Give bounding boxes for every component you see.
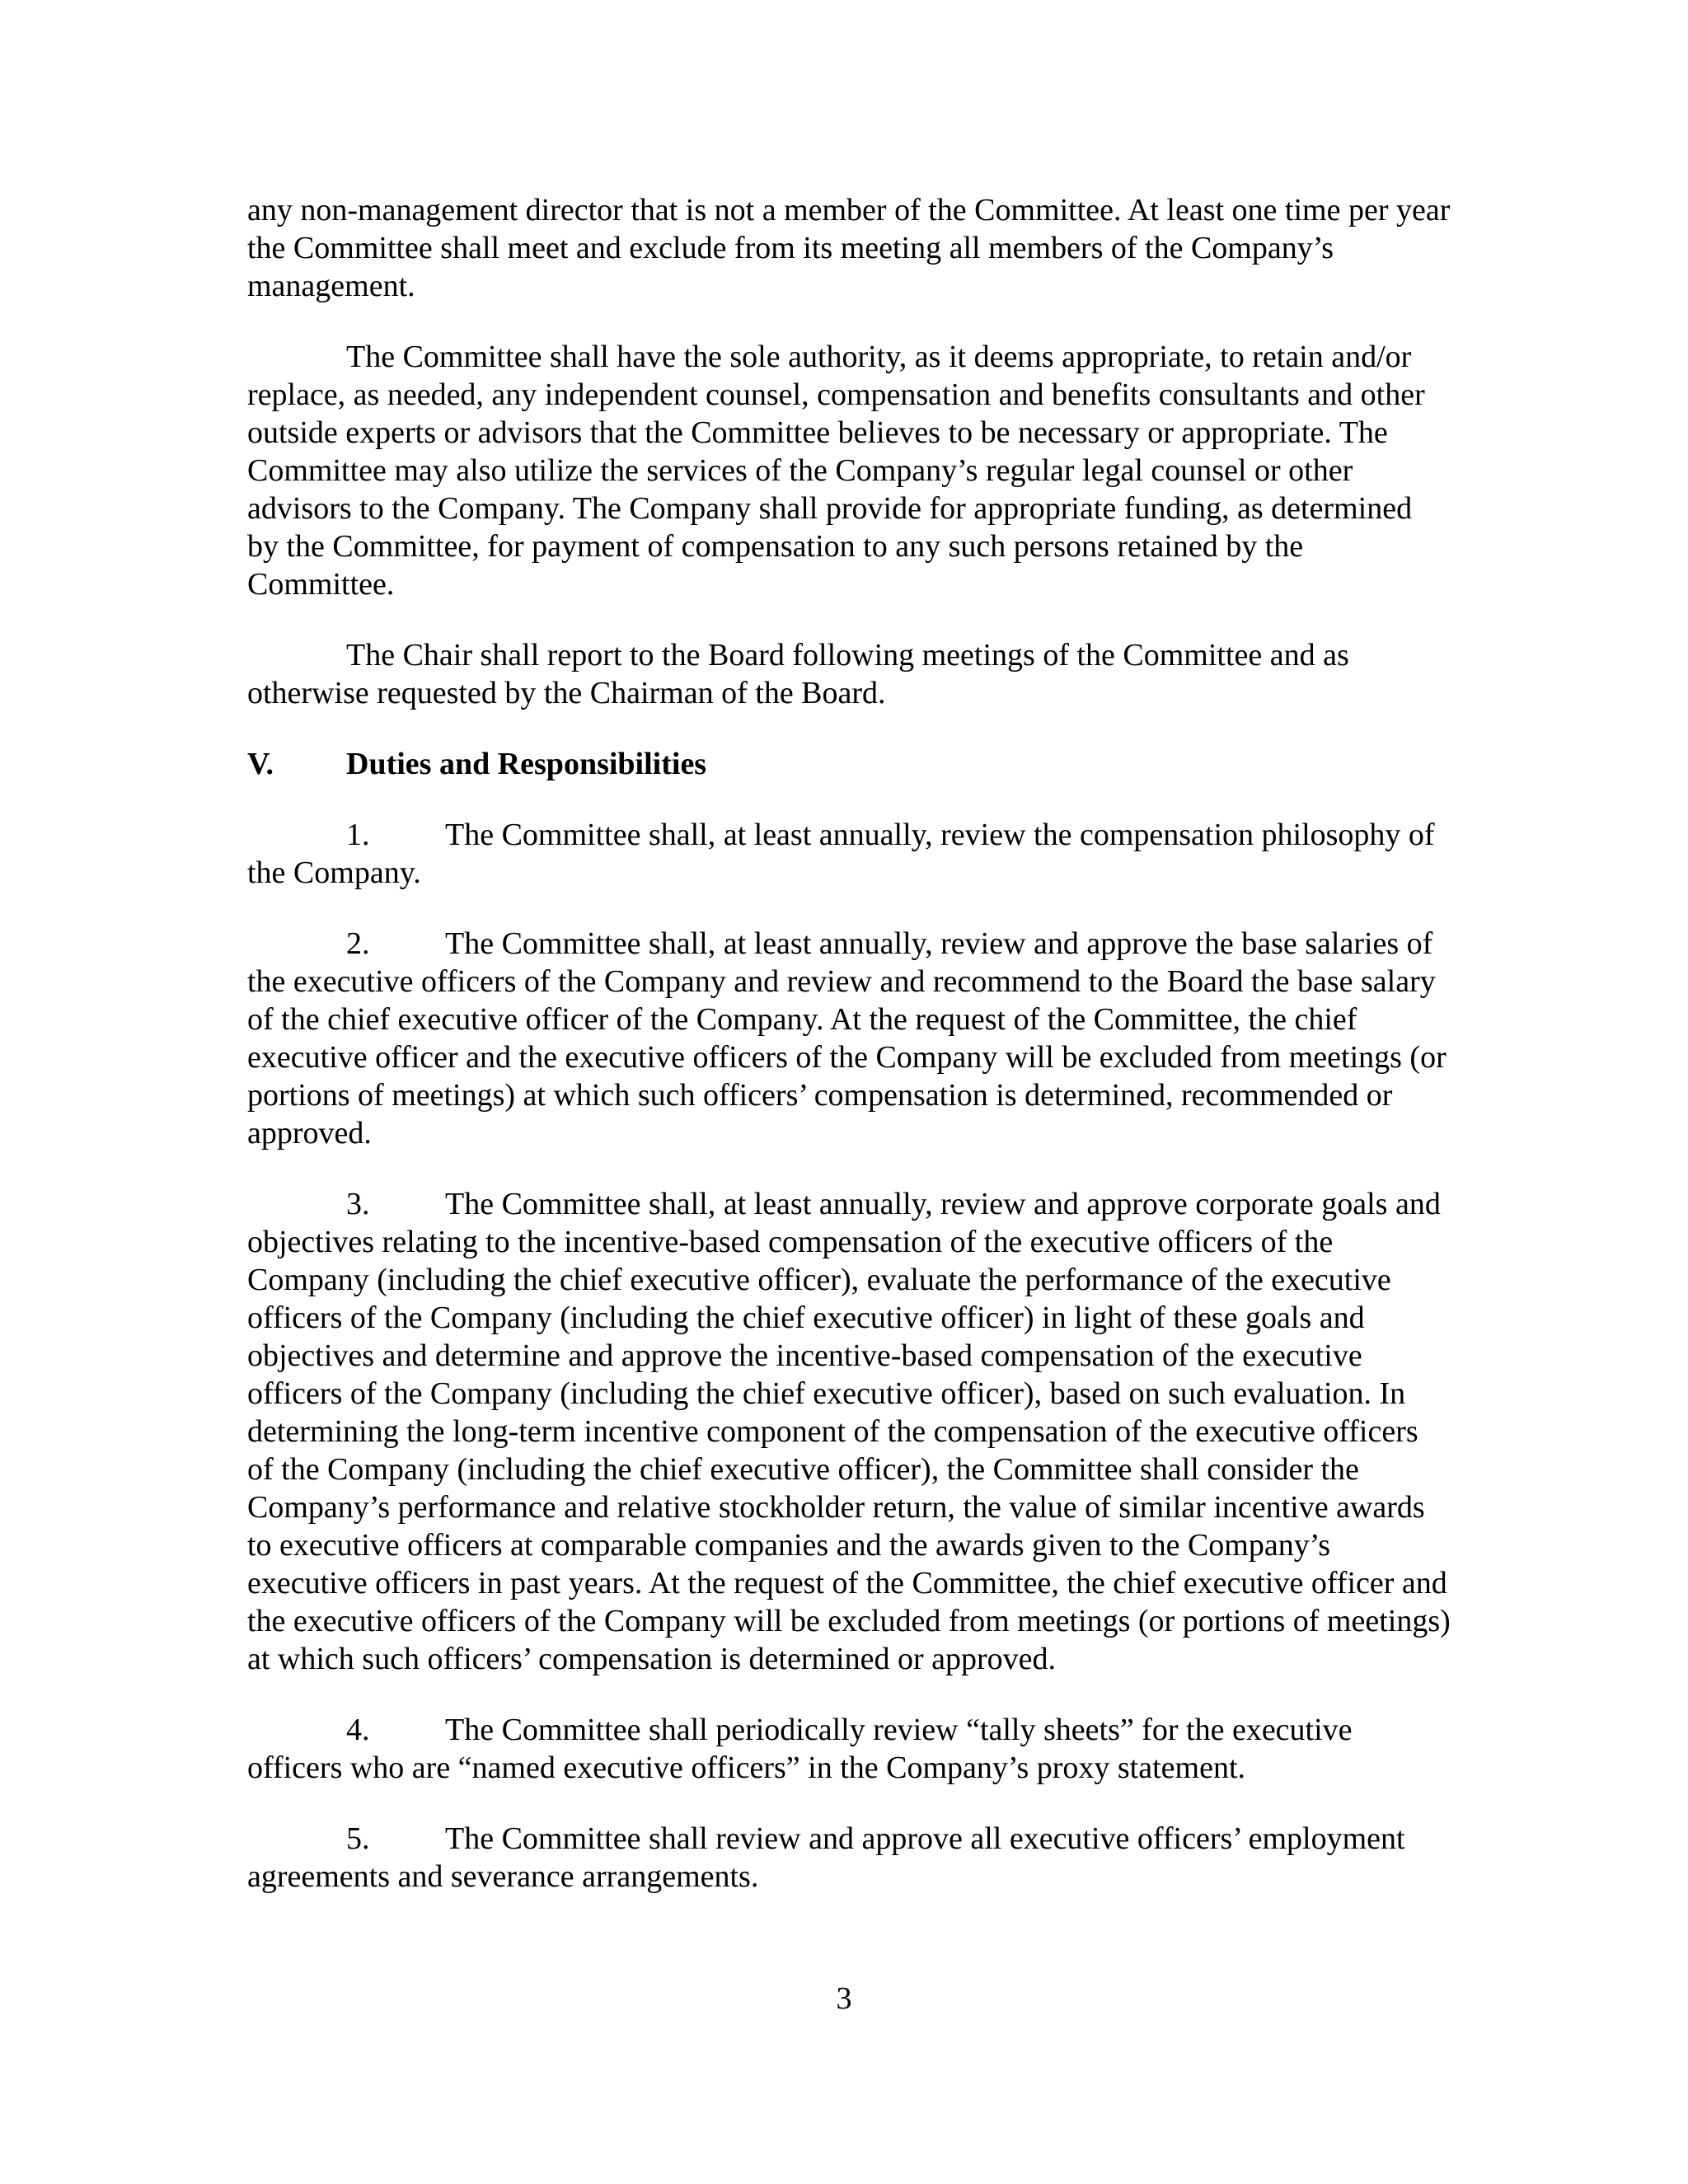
list-item: [247, 925, 1451, 1152]
item-number: 3.: [346, 1187, 370, 1221]
list-item: [247, 1820, 1451, 1896]
list-item: [247, 816, 1451, 892]
list-item: [247, 1711, 1451, 1787]
paragraph-continuation: any non-management director that is not a member of the Committee. At least one time per year the Committee shall meet and exclude from its meeting all members of the Company’s management.: [247, 193, 1451, 303]
item-text: The Committee shall, at least annually, review and approve corporate goals and objectives relating to the incentive-based compensation of the executive officers of the Company (including the chief executive officer), evaluate the performance of the executive officers of the Company (including the chief executive officer) in light of these goals and objectives and determine and approve the incentive-based compensation of the executive officers of the Company (including the chief executive officer), based on such evaluation. In determining the long-term incentive component of the compensation of the executive officers of the Company (including the chief executive officer), the Committee shall consider the Company’s performance and relative stockholder return, the value of similar incentive awards to executive officers at comparable companies and the awards given to the Company’s executive officers in past years. At the request of the Committee, the chief executive officer and the executive officers of the Company will be excluded from meetings (or portions of meetings) at which such officers’ compensation is determined or approved.: [247, 1187, 1451, 1676]
item-text: The Committee shall, at least annually, review and approve the base salaries of the executive officers of the Company and review and recommend to the Board the base salary of the chief executive officer of the Company. At the request of the Committee, the chief executive officer and the executive officers of the Company will be excluded from meetings (or portions of meetings) at which such officers’ compensation is determined, recommended or approved.: [247, 926, 1447, 1151]
list-item: [247, 1185, 1451, 1678]
item-text: The Committee shall review and approve all executive officers’ employment agreements and severance arrangements.: [247, 1821, 1405, 1894]
item-text: The Committee shall, at least annually, review the compensation philosophy of the Company.: [247, 818, 1435, 890]
page-number: 3: [836, 1981, 852, 2016]
item-number: 4.: [346, 1713, 370, 1747]
paragraph-chair-report: The Chair shall report to the Board following meetings of the Committee and as otherwise requested by the Chairman of the Board.: [247, 638, 1349, 710]
section-heading: [247, 745, 1451, 783]
item-number: 2.: [346, 926, 370, 961]
document-body: [247, 191, 1451, 1929]
item-number: 1.: [346, 818, 370, 852]
section-title: Duties and Responsibilities: [346, 747, 707, 781]
item-text: The Committee shall periodically review “tally sheets” for the executive officers who are “named executive officers” in the Company’s proxy statement.: [247, 1713, 1353, 1785]
paragraph-authority: The Committee shall have the sole authority, as it deems appropriate, to retain and/or replace, as needed, any independent counsel, compensation and benefits consultants and other outside experts or advisors that the Committee believes to be necessary or appropriate. The Committee may also utilize the services of the Company’s regular legal counsel or other advisors to the Company. The Company shall provide for appropriate funding, as determined by the Committee, for payment of compensation to any such persons retained by the Committee.: [247, 340, 1425, 602]
section-number: V.: [247, 747, 274, 781]
item-number: 5.: [346, 1821, 370, 1856]
